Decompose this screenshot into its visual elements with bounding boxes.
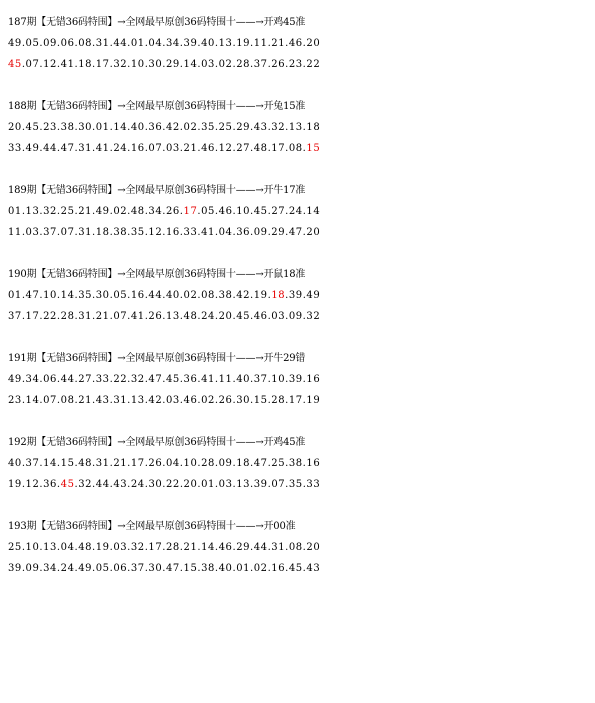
number-row (8, 222, 587, 243)
number-row (8, 285, 587, 306)
number-row (8, 33, 587, 54)
number-text: 25.10.13.04.48.19.03.32.17.28.21.14.46.29.44.31.08.20 (8, 542, 321, 553)
entry-191 (8, 348, 587, 411)
number-text: 20.45.23.38.30.01.14.40.36.42.02.35.25.29.43.32.13.18 (8, 122, 321, 133)
number-text: 01.13.32.25.21.49.02.48.34.26. (8, 206, 184, 217)
number-text: .07.12.41.18.17.32.10.30.29.14.03.02.28.37.26.23.22 (21, 59, 321, 70)
lottery-prediction-list (8, 12, 587, 600)
number-text: 37.17.22.28.31.21.07.41.26.13.48.24.20.45.46.03.09.32 (8, 311, 321, 322)
number-row (8, 54, 587, 75)
number-row (8, 558, 587, 579)
highlighted-number: 45 (8, 59, 22, 70)
entry-title: 193期【无错36码特围】→全网最早原创36码特围十——→开00准 (8, 521, 296, 532)
entry-title: 189期【无错36码特围】→全网最早原创36码特围十——→开牛17准 (8, 185, 306, 196)
number-row (8, 453, 587, 474)
entry-title: 192期【无错36码特围】→全网最早原创36码特围十——→开鸡45准 (8, 437, 306, 448)
entry-188 (8, 96, 587, 159)
number-text: 40.37.14.15.48.31.21.17.26.04.10.28.09.18.47.25.38.16 (8, 458, 321, 469)
number-row (8, 201, 587, 222)
entry-193 (8, 516, 587, 579)
highlighted-number: 15 (306, 143, 321, 154)
highlighted-number: 45 (60, 479, 75, 490)
entry-192 (8, 432, 587, 495)
entry-title: 190期【无错36码特围】→全网最早原创36码特围十——→开鼠18准 (8, 269, 306, 280)
number-text: 19.12.36. (8, 479, 61, 490)
number-row (8, 117, 587, 138)
number-row (8, 306, 587, 327)
entry-190 (8, 264, 587, 327)
number-row (8, 138, 587, 159)
entry-187 (8, 12, 587, 75)
number-text: 11.03.37.07.31.18.38.35.12.16.33.41.04.36.09.29.47.20 (8, 227, 321, 238)
number-row (8, 369, 587, 390)
highlighted-number: 18 (271, 290, 286, 301)
number-text: 49.34.06.44.27.33.22.32.47.45.36.41.11.40.37.10.39.16 (8, 374, 321, 385)
number-row (8, 390, 587, 411)
number-row (8, 474, 587, 495)
number-text: 01.47.10.14.35.30.05.16.44.40.02.08.38.42.19. (8, 290, 272, 301)
entry-title: 191期【无错36码特围】→全网最早原创36码特围十——→开牛29错 (8, 353, 306, 364)
entry-title: 187期【无错36码特围】→全网最早原创36码特围十——→开鸡45准 (8, 17, 306, 28)
number-row (8, 537, 587, 558)
number-text: 49.05.09.06.08.31.44.01.04.34.39.40.13.19.11.21.46.20 (8, 38, 321, 49)
highlighted-number: 17 (183, 206, 198, 217)
entry-title: 188期【无错36码特围】→全网最早原创36码特围十——→开兔15准 (8, 101, 306, 112)
number-text: 33.49.44.47.31.41.24.16.07.03.21.46.12.27.48.17.08. (8, 143, 307, 154)
number-text: .05.46.10.45.27.24.14 (197, 206, 321, 217)
number-text: 39.09.34.24.49.05.06.37.30.47.15.38.40.01.02.16.45.43 (8, 563, 321, 574)
number-text: .32.44.43.24.30.22.20.01.03.13.39.07.35.33 (74, 479, 321, 490)
number-text: .39.49 (285, 290, 321, 301)
entry-189 (8, 180, 587, 243)
number-text: 23.14.07.08.21.43.31.13.42.03.46.02.26.30.15.28.17.19 (8, 395, 321, 406)
